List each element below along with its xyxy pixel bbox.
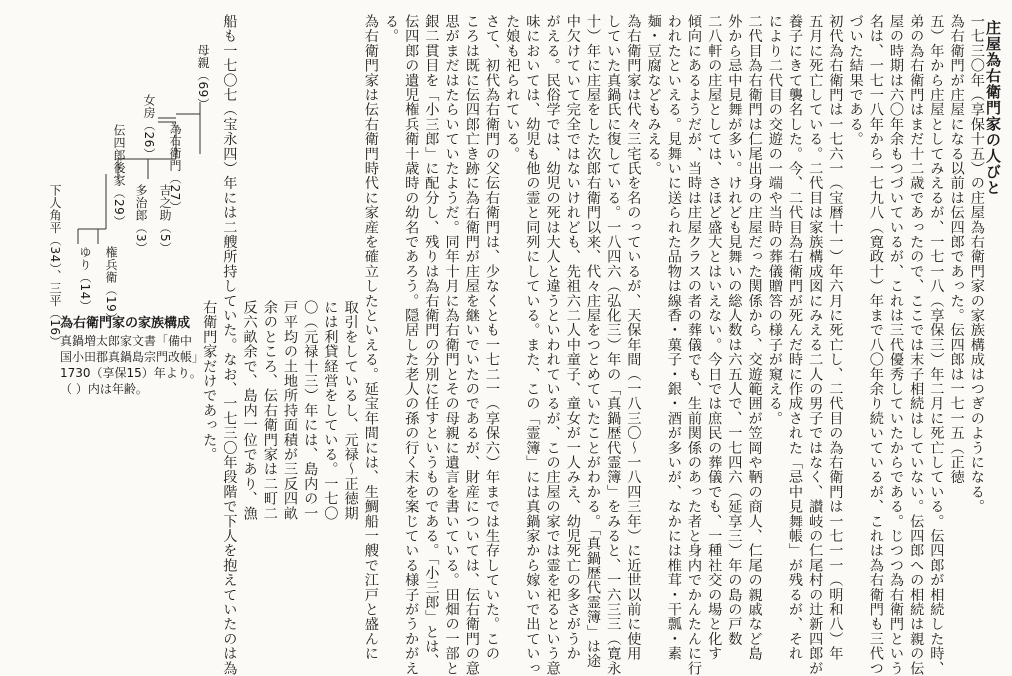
section-heading: 庄屋為右衛門家の人びと	[984, 20, 1002, 196]
text-column: 為右衛門家は伝右衛門時代に家産を確立したといえる。延宝年間には、生鯛船一艘で江戸と盛んに	[362, 14, 379, 661]
text-column: 思がまだはたらいていたようだ。同年十月に為右衛門とその母親に遺言を書いている。田畑の一部と	[443, 14, 460, 676]
text-column: ころは既に伝四郎亡き跡に為右衛門が庄屋を継いでいたのであるが、財産については、伝右衛門の意	[463, 14, 480, 676]
text-column: 一七三〇年（享保十五）の庄屋為右衛門家の家族構成はつぎのようになる。	[968, 14, 985, 514]
text-column: 五月に死亡している。二代目は家族構成図にみえる二人の男子ではなく、讃岐の仁尾村の辻新四郎が	[807, 14, 824, 676]
text-column: 為右衛門が庄屋になる以前は伝四郎であった。伝四郎は一七一五（正徳	[948, 14, 965, 485]
figure-caption-line: 国小田郡真鍋島宗門改帳」	[60, 350, 205, 364]
text-column: 傾向にあるようだが、当時は庄屋クラスの者の葬儀でも、生前関係のあった者と身内でかんたんに行	[686, 14, 702, 676]
tree-node-tameemon: 為右衛門（27）	[168, 122, 182, 214]
text-column: た娘も祀られている。	[504, 14, 521, 161]
text-column: 〇（元禄十三）年には、島内の一	[302, 300, 319, 521]
tree-node-servants: 下人角平（34）、三平（16）	[48, 184, 62, 349]
text-column: により二代目の交遊の一端や当時の葬儀贈答の様子が窺える。	[766, 14, 783, 426]
tree-node-gonbee: 権兵衛（19）	[104, 246, 118, 325]
text-column: 反六畝余で、島内一位であり、漁	[241, 300, 258, 521]
text-column: 伝四郎の遺児権兵衛十歳時の幼名であろう。隠居した老人の孫の行く末を案じている様子がうかがえ	[403, 14, 420, 676]
text-column: 外から忌中見舞が多い。けれども見舞いの総人数は六五人で、一七四六（延享三）年の島の戸数	[726, 14, 743, 647]
text-column: していた真鍋氏に復している。一八四六（弘化三）年の「真鍋歴代霊簿」をみると、一六三三（寛永	[605, 14, 622, 676]
text-column: 取引をしているし、元禄～正徳期	[342, 300, 359, 521]
text-column: 右衛門家だけであった。	[201, 300, 218, 462]
text-column: 中欠けていて完全ではないけれども、先祖六二人中童子、童女が一人みえ、幼児死亡の多さがうか	[564, 14, 581, 661]
text-column: さて、初代為右衛門の父伝右衛門は、少なくとも一七二一（享保六）年までは生存していた。この	[484, 14, 500, 661]
text-column: 五）年から庄屋としてみえるが、一七一八（享保三）年二月に死亡している。伝四郎が相続した時、	[928, 14, 945, 676]
text-column: 名は、一七一八年から一七九八（寛政十）年まで八〇年余り続いているが、これは為右衛門も三代つ	[867, 14, 884, 676]
text-column: 二八軒の庄屋としては、さほど盛大とはいえない。今日では庶民の葬儀でも、一種社交の場と化す	[706, 14, 723, 661]
text-column: 銀二貫目を「小三郎」に配分し、残りは為右衛門の分別に任すというものである。「小三郎」とは、	[423, 14, 440, 669]
figure-caption-line: （ ）内は年齢。	[60, 382, 148, 396]
text-column: 初代為右衛門は一七六一（宝暦十一）年六月に死亡し、二代目の為右衛門は一七一一（明和八）年	[827, 14, 844, 661]
text-column: 味においては、幼児も他の霊と同列にしている。また、この「霊簿」には真鍋家から嫁いで出ていっ	[524, 14, 541, 676]
tree-node-denshiro-widow: 伝四郎後家（29）	[112, 124, 126, 228]
text-column: われたといえる。見舞いに送られた品物は線香・菓子・銀・酒が多いが、なかには椎茸・干瓢・素	[665, 14, 682, 661]
text-column: る。	[383, 14, 399, 44]
text-column: 船も一七〇七（宝永四）年には二艘所持していた。なお、一七三〇年段階で下人を抱えていたのは為	[221, 14, 238, 676]
text-column: 為右衛門家は代々三宅氏を名のっているが、天保年間（一八三〇～一八四三年）に近世以前に使用	[625, 14, 642, 661]
text-column: には利貸経営をしている。一七〇	[322, 300, 339, 521]
tree-node-kichinosuke: 吉之助（5）	[158, 184, 172, 255]
text-column: 養子にきて襲名した。今、二代目為右衛門が死んだ時に作成された「忌中見舞帳」が残るが、それ	[787, 14, 803, 661]
tree-node-tajiro: 多治郎（3）	[134, 184, 148, 255]
figure-caption-line: 1730（享保15）年より。	[60, 366, 202, 380]
text-column: づいた結果である。	[847, 14, 864, 147]
text-column: 弟の為右衛門はまだ十二歳であったので、ここでは末子相続はしていない。伝四郎への相続は親の伝	[908, 14, 925, 676]
tree-node-mother: 母親（69）	[196, 44, 210, 111]
figure-caption-title: 為右衛門家の家族構成	[60, 316, 191, 331]
tree-node-wife: 女房（26）	[142, 94, 156, 161]
text-column: 十）年に庄屋をした次郎右衛門以来、代々庄屋をつとめていたことがわかる。「真鍋歴代霊簿」は途	[585, 14, 601, 669]
text-column: 余のところ、伝右衛門家は二町二	[261, 300, 278, 521]
figure-caption-line: 真鍋増太郎家文書「備中	[60, 334, 193, 348]
text-column: 麺・豆腐などもみえる。	[645, 14, 662, 176]
text-column: 屋の時期は六〇年余もつづいているが、これは三代優秀していたからである。じつつ為右衛門という	[888, 14, 904, 676]
text-column: 二代目為右衛門は仁尾出身の庄屋だった関係から、交遊範囲が笠岡や鞆の商人、仁尾の親戚など島	[746, 14, 763, 661]
tree-node-yuri: ゆり（14）	[78, 246, 92, 313]
text-column: がえる。民俗学では、幼児の死は大人と違うといわれているが、この庄屋の家では霊を祀るという意	[544, 14, 561, 676]
text-column: 戸平均の土地所持面積が三反四畝	[282, 300, 298, 521]
